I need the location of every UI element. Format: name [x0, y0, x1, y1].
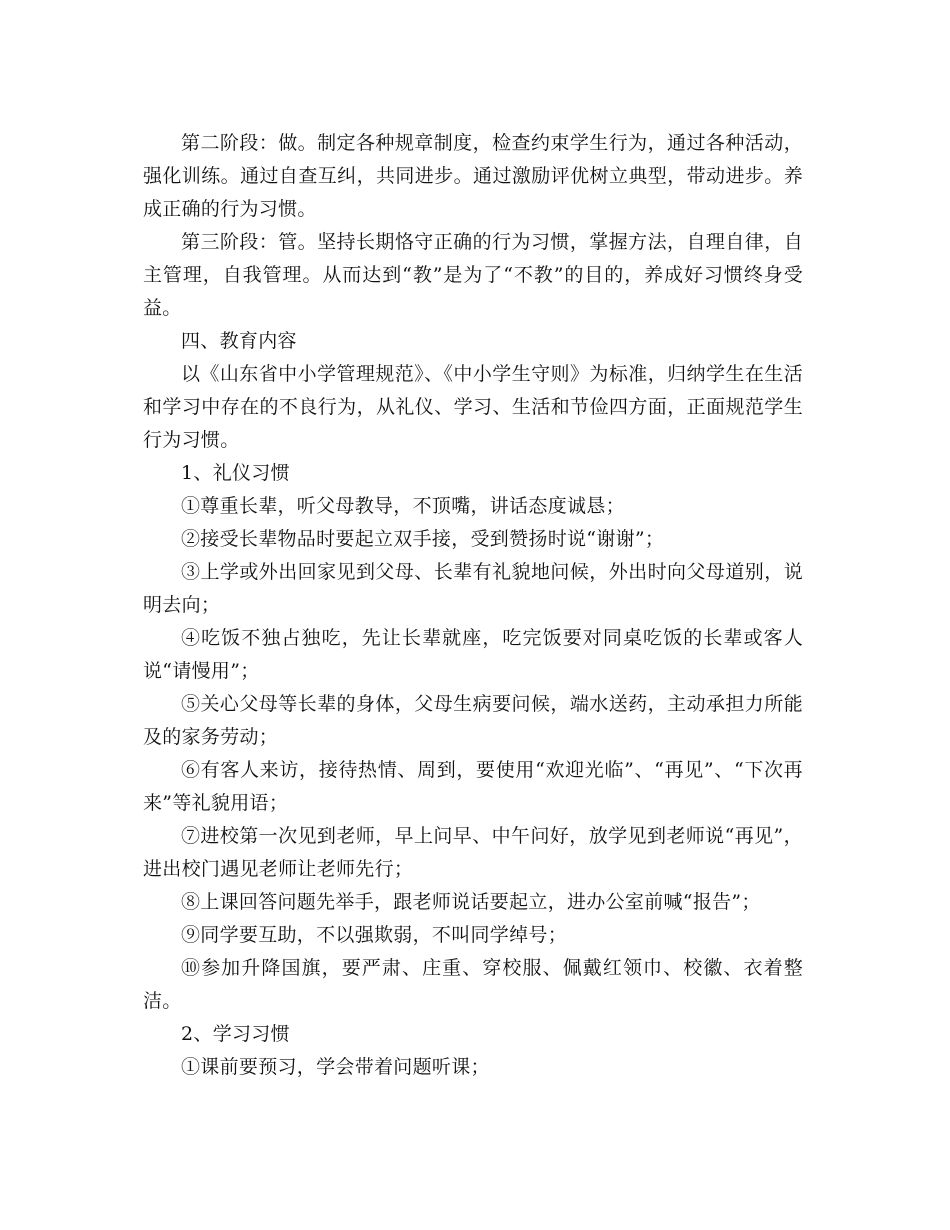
list-item-etiquette-10: ⑩参加升降国旗，要严肃、庄重、穿校服、佩戴红领巾、校徽、衣着整洁。 [143, 957, 803, 1012]
subheading-study-habits: 2、学习习惯 [181, 1023, 290, 1045]
list-item-etiquette-5: ⑤关心父母等长辈的身体，父母生病要问候，端水送药，主动承担力所能及的家务劳动； [143, 693, 803, 748]
list-item-etiquette-2: ②接受长辈物品时要起立双手接，受到赞扬时说“谢谢”； [181, 528, 665, 550]
paragraph-stage-three: 第三阶段：管。坚持长期恪守正确的行为习惯，掌握方法，自理自律，自主管理，自我管理。从而达到“教”是为了“不教”的目的，养成好习惯终身受益。 [143, 231, 803, 319]
list-item-etiquette-8: ⑧上课回答问题先举手，跟老师说话要起立，进办公室前喊“报告”； [181, 891, 761, 913]
list-item-etiquette-7: ⑦进校第一次见到老师，早上问早、中午问好，放学见到老师说“再见”，进出校门遇见老师让老师先行； [143, 825, 803, 880]
section-heading-education-content: 四、教育内容 [181, 330, 297, 352]
document-body [143, 127, 803, 1084]
subheading-etiquette-habits: 1、礼仪习惯 [181, 462, 290, 484]
list-item-etiquette-6: ⑥有客人来访，接待热情、周到，要使用“欢迎光临”、“再见”、“下次再来”等礼貌用语； [143, 759, 803, 814]
list-item-study-1: ①课前要预习，学会带着问题听课； [181, 1056, 490, 1078]
list-item-etiquette-1: ①尊重长辈，听父母教导，不顶嘴，讲话态度诚恳； [181, 495, 625, 517]
paragraph-standards: 以《山东省中小学管理规范》、《中小学生守则》为标准，归纳学生在生活和学习中存在的不良行为，从礼仪、学习、生活和节俭四方面，正面规范学生行为习惯。 [143, 363, 803, 451]
list-item-etiquette-3: ③上学或外出回家见到父母、长辈有礼貌地问候，外出时向父母道别，说明去向； [143, 561, 803, 616]
list-item-etiquette-4: ④吃饭不独占独吃，先让长辈就座，吃完饭要对同桌吃饭的长辈或客人说“请慢用”； [143, 627, 803, 682]
paragraph-stage-two: 第二阶段：做。制定各种规章制度，检查约束学生行为，通过各种活动，强化训练。通过自查互纠，共同进步。通过激励评优树立典型，带动进步。养成正确的行为习惯。 [143, 132, 803, 220]
list-item-etiquette-9: ⑨同学要互助，不以强欺弱，不叫同学绰号； [181, 924, 568, 946]
